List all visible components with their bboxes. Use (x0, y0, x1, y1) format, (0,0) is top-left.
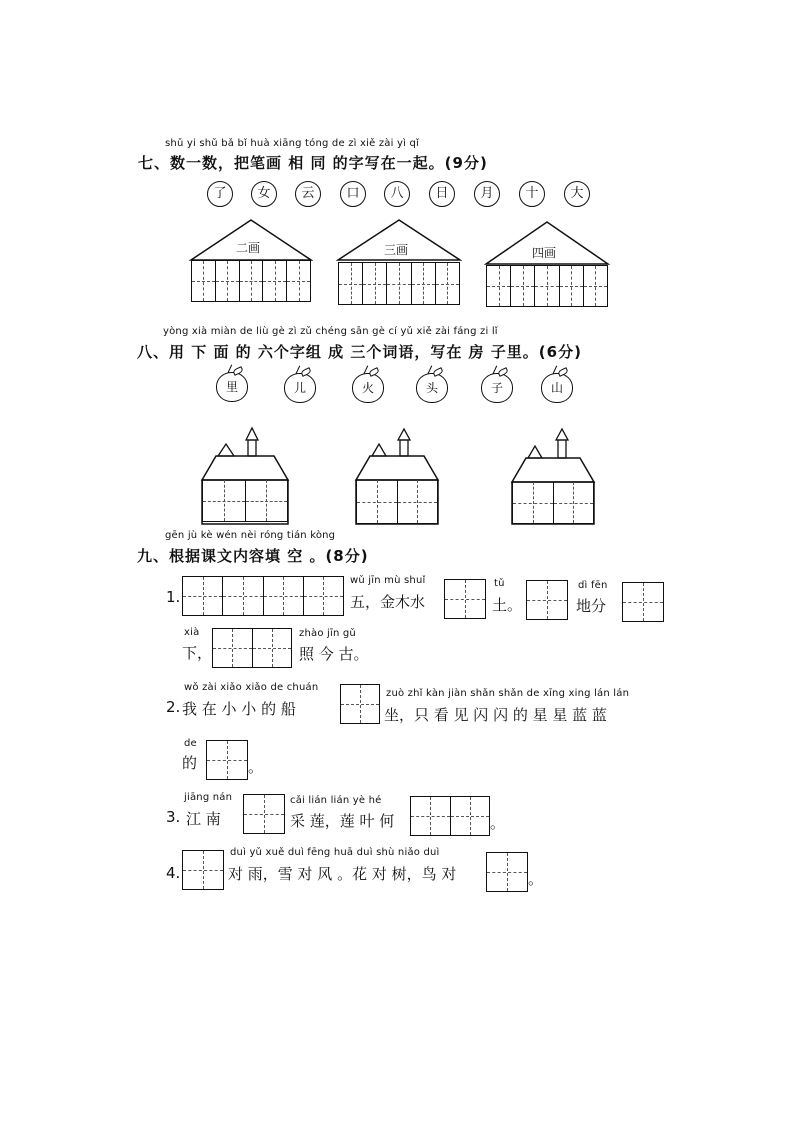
q3-answer-grid-a[interactable] (243, 794, 285, 834)
q2-text-c: 的 (182, 754, 198, 772)
house-label: 四画 (532, 246, 557, 260)
q1-pinyin-e: zhào jīn gǔ (299, 628, 356, 639)
q2-answer-grid-b[interactable] (206, 740, 248, 780)
q2-number: 2. (166, 698, 181, 716)
q4-pinyin-a: duì yǔ xuě duì fēng huā duì shù niǎo duì (230, 847, 440, 858)
char-circle: 月 (474, 181, 500, 207)
q3-text-b: 采 莲，莲 叶 何 (290, 812, 395, 830)
q3-pinyin-b: cǎi lián lián yè hé (290, 795, 382, 806)
q1-answer-grid-e[interactable] (212, 628, 292, 668)
q4-number: 4. (166, 864, 181, 882)
q3-text-a: 江 南 (186, 810, 221, 828)
apple-char: 子 (481, 373, 513, 403)
answer-grid[interactable] (356, 480, 438, 524)
q1-text-b: 土。 (492, 596, 523, 614)
q4-text-b: 。 (528, 870, 544, 888)
house-label: 三画 (384, 243, 409, 257)
house-label: 二画 (236, 241, 261, 255)
section7-pinyin: shǔ yi shǔ bǎ bǐ huà xiāng tóng de zì xiě zài yì qǐ (165, 138, 419, 149)
q1-pinyin-d: xià (184, 627, 200, 638)
section9-pinyin: gēn jù kè wén nèi róng tián kòng (165, 530, 336, 541)
char-circle: 了 (207, 181, 233, 207)
q4-answer-grid-a[interactable] (182, 850, 224, 890)
q3-pinyin-a: jiāng nán (184, 792, 233, 803)
apple-char: 里 (216, 372, 248, 402)
q2-pinyin-b: zuò zhǐ kàn jiàn shǎn shǎn de xīng xing lán lán (386, 688, 630, 699)
section8-pinyin: yòng xià miàn de liù gè zì zǔ chéng sān gè cí yǔ xiě zài fáng zi lǐ (163, 326, 498, 337)
q3-text-c: 。 (490, 814, 506, 832)
section8-title: 八、用 下 面 的 六个字组 成 三个词语，写在 房 子里。(6分) (137, 343, 582, 361)
q2-text-a: 我 在 小 小 的 船 (182, 700, 296, 718)
answer-grid[interactable] (338, 262, 460, 305)
char-circle: 云 (295, 181, 321, 207)
q2-answer-grid-a[interactable] (340, 684, 380, 724)
answer-grid[interactable] (191, 260, 311, 302)
q1-answer-grid-a[interactable] (182, 576, 344, 616)
q1-text-c: 地分 (576, 597, 607, 615)
char-circle: 大 (564, 181, 590, 207)
q1-answer-grid-c[interactable] (526, 580, 568, 620)
q2-text-b: 坐，只 看 见 闪 闪 的 星 星 蓝 蓝 (384, 706, 607, 724)
char-circle: 女 (251, 181, 277, 207)
apple-char: 山 (541, 373, 573, 403)
answer-grid[interactable] (202, 480, 288, 522)
q1-answer-grid-b[interactable] (444, 579, 486, 619)
q2-pinyin-a: wǒ zài xiǎo xiǎo de chuán (184, 682, 319, 693)
q1-text-e: 照 今 古。 (299, 645, 369, 663)
section7-title: 七、数一数，把笔画 相 同 的字写在一起。(9分) (138, 154, 488, 172)
section9-title: 九、根据课文内容填 空 。(8分) (137, 547, 369, 565)
q1-pinyin-c: dì fēn (578, 580, 608, 591)
q1-answer-grid-d[interactable] (622, 582, 664, 622)
q1-text-a: 五，金木水 (350, 593, 426, 611)
q1-text-d: 下， (182, 644, 213, 662)
q1-pinyin-b: tǔ (494, 578, 505, 589)
char-circle: 日 (429, 181, 455, 207)
q1-number: 1. (166, 588, 181, 606)
q2-pinyin-c: de (184, 738, 197, 749)
q1-pinyin-a: wǔ jīn mù shuǐ (350, 575, 426, 586)
apple-char: 儿 (284, 373, 316, 403)
char-circle: 八 (384, 181, 410, 207)
answer-grid[interactable] (512, 482, 594, 524)
q2-text-d: 。 (248, 758, 264, 776)
q3-answer-grid-b[interactable] (410, 796, 490, 836)
char-circle: 十 (519, 181, 545, 207)
q4-text-a: 对 雨，雪 对 风 。花 对 树，鸟 对 (228, 865, 457, 883)
char-circle: 口 (340, 181, 366, 207)
apple-char: 头 (416, 373, 448, 403)
q4-answer-grid-b[interactable] (486, 852, 528, 892)
q3-number: 3. (166, 808, 181, 826)
apple-char: 火 (352, 373, 384, 403)
answer-grid[interactable] (486, 265, 608, 307)
